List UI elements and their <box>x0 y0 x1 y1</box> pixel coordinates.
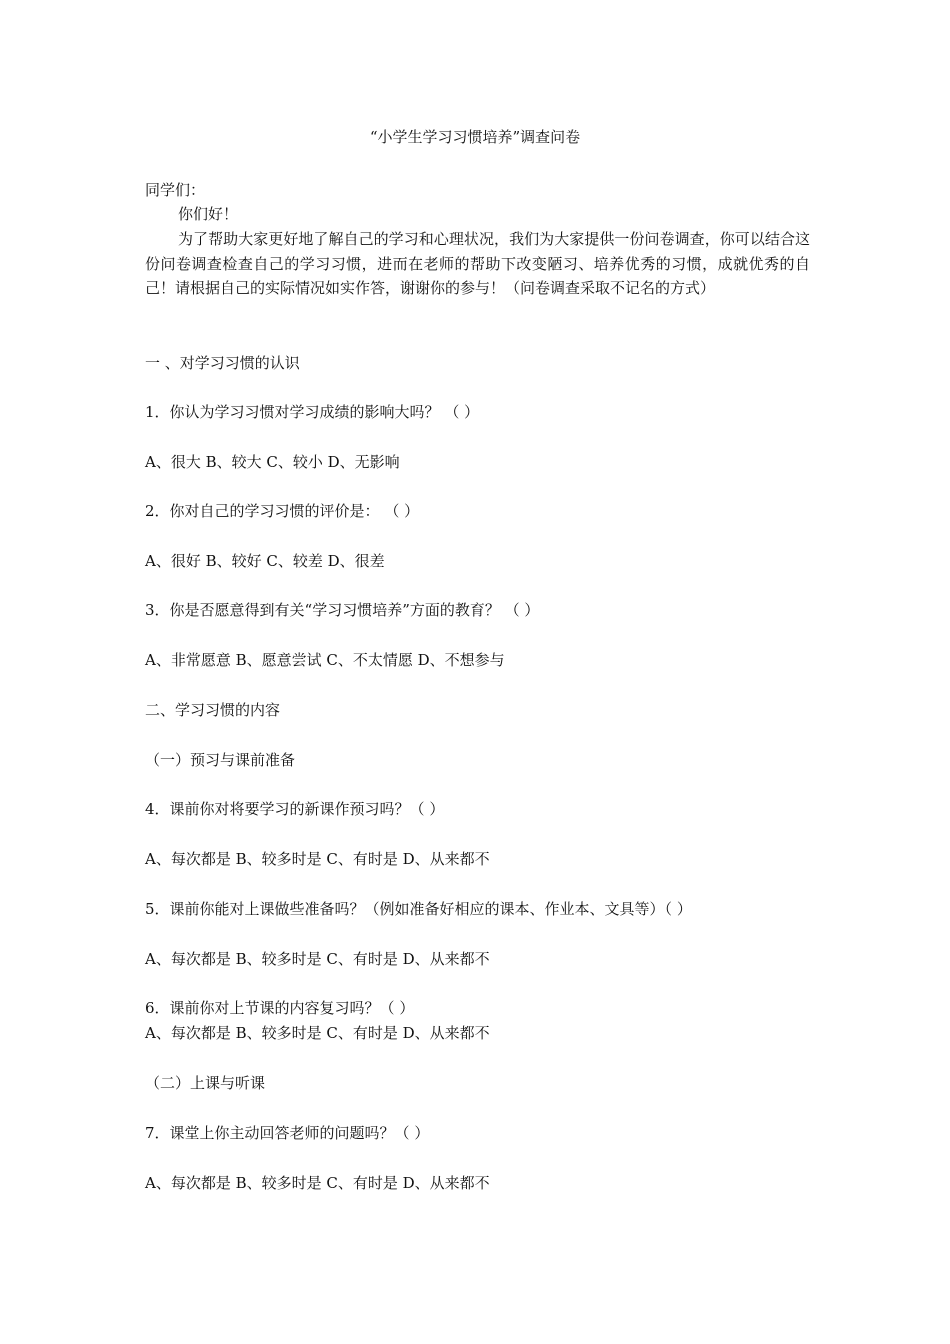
question-1-options: A、很大 B、较大 C、较小 D、无影响 <box>145 453 400 471</box>
question-2: 2．你对自己的学习习惯的评价是： （ ） <box>145 502 420 520</box>
question-2-options: A、很好 B、较好 C、较差 D、很差 <box>145 552 385 570</box>
question-1: 1．你认为学习习惯对学习成绩的影响大吗？ （ ） <box>145 403 480 421</box>
question-3: 3．你是否愿意得到有关“学习习惯培养”方面的教育？ （ ） <box>145 601 540 619</box>
question-6-options: A、每次都是 B、较多时是 C、有时是 D、从来都不 <box>145 1024 490 1042</box>
question-4: 4．课前你对将要学习的新课作预习吗？（ ） <box>145 800 445 818</box>
subsection-heading-1: （一）预习与课前准备 <box>145 751 296 769</box>
greeting: 同学们： <box>145 181 206 199</box>
question-4-options: A、每次都是 B、较多时是 C、有时是 D、从来都不 <box>145 850 490 868</box>
question-3-options: A、非常愿意 B、愿意尝试 C、不太情愿 D、不想参与 <box>145 651 505 669</box>
document-title: “小学生学习习惯培养”调查问卷 <box>369 128 581 146</box>
hello-line: 你们好！ <box>178 205 239 223</box>
question-7: 7．课堂上你主动回答老师的问题吗？（ ） <box>145 1124 430 1142</box>
question-5: 5．课前你能对上课做些准备吗？（例如准备好相应的课本、作业本、文具等）（ ） <box>145 900 692 918</box>
section-heading-1: 一 、对学习习惯的认识 <box>145 354 300 372</box>
intro-paragraph: 为了帮助大家更好地了解自己的学习和心理状况，我们为大家提供一份问卷调查，你可以结合这份问卷调查检查自己的学习习惯，进而在老师的帮助下改变陋习、培养优秀的习惯，成就优秀的自己！请根据自己的实际情况如实作答，谢谢你的参与！（问卷调查采取不记名的方式） <box>145 230 810 297</box>
question-6: 6．课前你对上节课的内容复习吗？（ ） <box>145 999 415 1017</box>
subsection-heading-2: （二）上课与听课 <box>145 1074 266 1092</box>
question-5-options: A、每次都是 B、较多时是 C、有时是 D、从来都不 <box>145 950 490 968</box>
section-heading-2: 二、学习习惯的内容 <box>145 701 281 719</box>
question-7-options: A、每次都是 B、较多时是 C、有时是 D、从来都不 <box>145 1174 490 1192</box>
